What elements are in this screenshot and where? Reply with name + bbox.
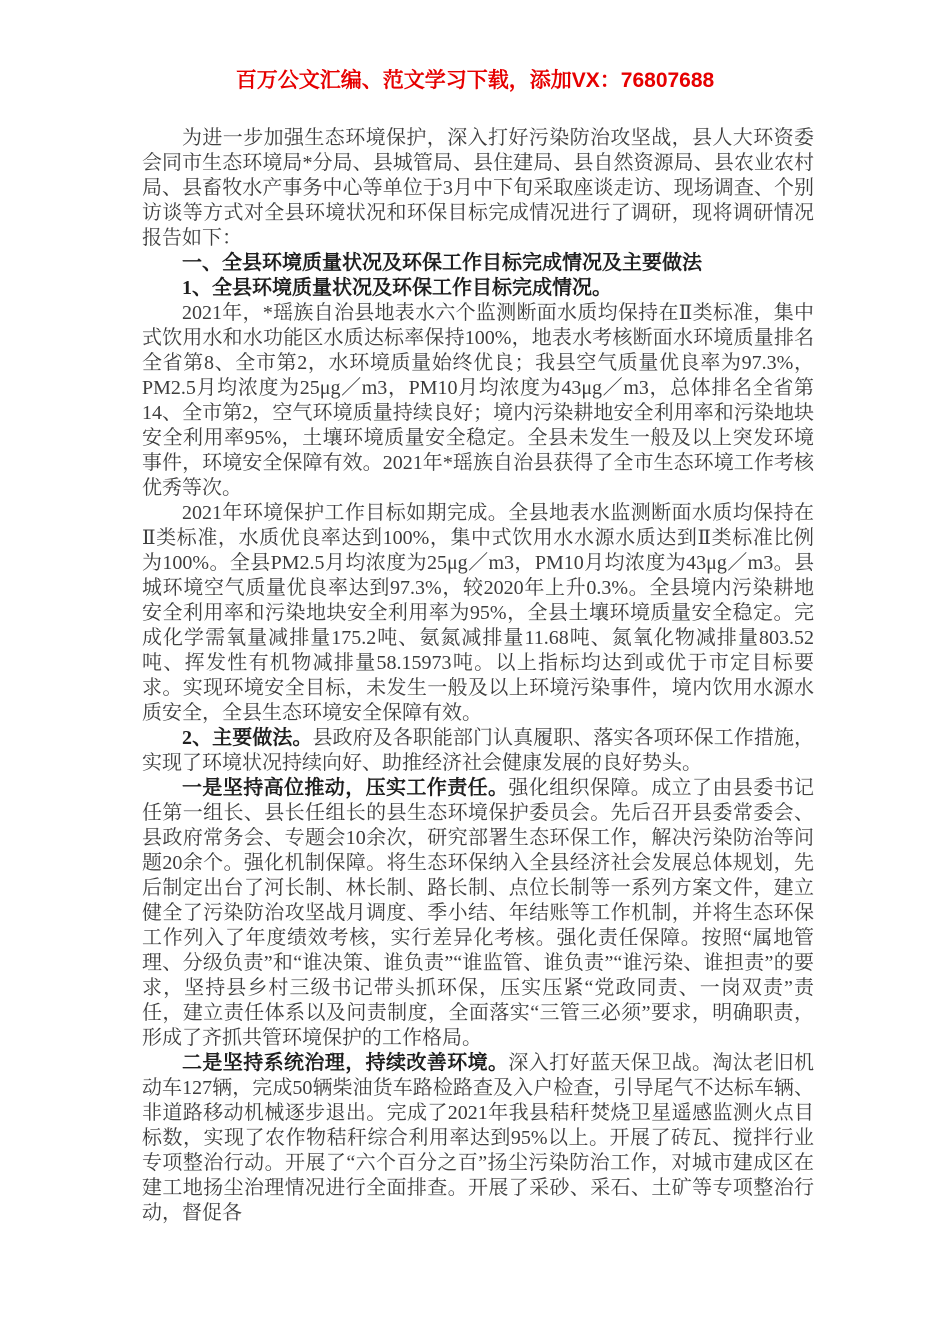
paragraph-lead-bold: 2、主要做法。 — [182, 727, 313, 749]
paragraph: 一是坚持高位推动，压实工作责任。强化组织保障。成立了由县委书记任第一组长、县长任组长的县生态环境保护委员会。先后召开县委常委会、县政府常务会、专题会10余次，研究部署生态环保工作，解决污染防治等问题20余个。强化机制保障。将生态环保纳入全县经济社会发展总体规划，先后制定出台了河长制、林长制、路长制、点位长制等一系列方案文件，建立健全了污染防治攻坚战月调度、季小结、年结账等工作机制，并将生态环保工作列入了年度绩效考核，实行差异化考核。强化责任保障。按照“属地管理、分级负责”和“谁决策、谁负责”“谁监管、谁负责”“谁污染、谁担责”的要求，坚持县乡村三级书记带头抓环保，压实压紧“党政同责、一岗双责”责任，建立责任体系以及问责制度，全面落实“三管三必须”要求，明确职责，形成了齐抓共管环境保护的工作格局。 — [142, 777, 815, 1049]
paragraph: 为进一步加强生态环境保护，深入打好污染防治攻坚战，县人大环资委会同市生态环境局*分局、县城管局、县住建局、县自然资源局、县农业农村局、县畜牧水产事务中心等单位于3月中下旬采取座谈走访、现场调查、个别访谈等方式对全县环境状况和环保目标完成情况进行了调研，现将调研情况报告如下： — [142, 127, 814, 249]
promo-header-notice: 百万公文汇编、范文学习下载，添加VX：76807688 — [235, 69, 715, 92]
section-heading: 一、全县环境质量状况及环保工作目标完成情况及主要做法 — [182, 252, 702, 274]
paragraph-lead-bold: 一是坚持高位推动，压实工作责任。 — [182, 777, 509, 799]
paragraph: 二是坚持系统治理，持续改善环境。深入打好蓝天保卫战。淘汰老旧机动车127辆，完成50辆柴油货车路检路查及入户检查，引导尾气不达标车辆、非道路移动机械逐步退出。完成了2021年我县秸秆焚烧卫星遥感监测火点目标数，实现了农作物秸秆综合利用率达到95%以上。开展了砖瓦、搅拌行业专项整治行动。开展了“六个百分之百”扬尘污染防治工作，对城市建成区在建工地扬尘治理情况进行全面排查。开展了采砂、采石、土矿等专项整治行动，督促各 — [142, 1052, 815, 1224]
paragraph-lead-bold: 二是坚持系统治理，持续改善环境。 — [182, 1052, 509, 1074]
paragraph: 2021年，*瑶族自治县地表水六个监测断面水质均保持在Ⅱ类标准，集中式饮用水和水功能区水质达标率保持100%，地表水考核断面水环境质量排名全省第8、全市第2，水环境质量始终优良；我县空气质量优良率为97.3%，PM2.5月均浓度为25μg／m3，PM10月均浓度为43μg／m3，总体排名全省第14、全市第2，空气环境质量持续良好；境内污染耕地安全利用率和污染地块安全利用率95%，土壤环境质量安全稳定。全县未发生一般及以上突发环境事件，环境安全保障有效。2021年*瑶族自治县获得了全市生态环境工作考核优秀等次。 — [142, 302, 814, 499]
paragraph: 2021年环境保护工作目标如期完成。全县地表水监测断面水质均保持在Ⅱ类标准，水质优良率达到100%，集中式饮用水水源水质达到Ⅱ类标准比例为100%。全县PM2.5月均浓度为25μg／m3，PM10月均浓度为43μg／m3。县城环境空气质量优良率达到97.3%，较2020年上升0.3%。全县境内污染耕地安全利用率和污染地块安全利用率为95%，全县土壤环境质量安全稳定。完成化学需氧量减排量175.2吨、氨氮减排量11.68吨、氮氧化物减排量803.52吨、挥发性有机物减排量58.15973吨。以上指标均达到或优于市定目标要求。实现环境安全目标，未发生一般及以上环境污染事件，境内饮用水源水质安全，全县生态环境安全保障有效。 — [142, 502, 814, 724]
paragraph: 2、主要做法。县政府及各职能部门认真履职、落实各项环保工作措施，实现了环境状况持续向好、助推经济社会健康发展的良好势头。 — [142, 727, 815, 774]
section-heading: 1、全县环境质量状况及环保工作目标完成情况。 — [182, 277, 612, 299]
document-body — [142, 126, 814, 1226]
